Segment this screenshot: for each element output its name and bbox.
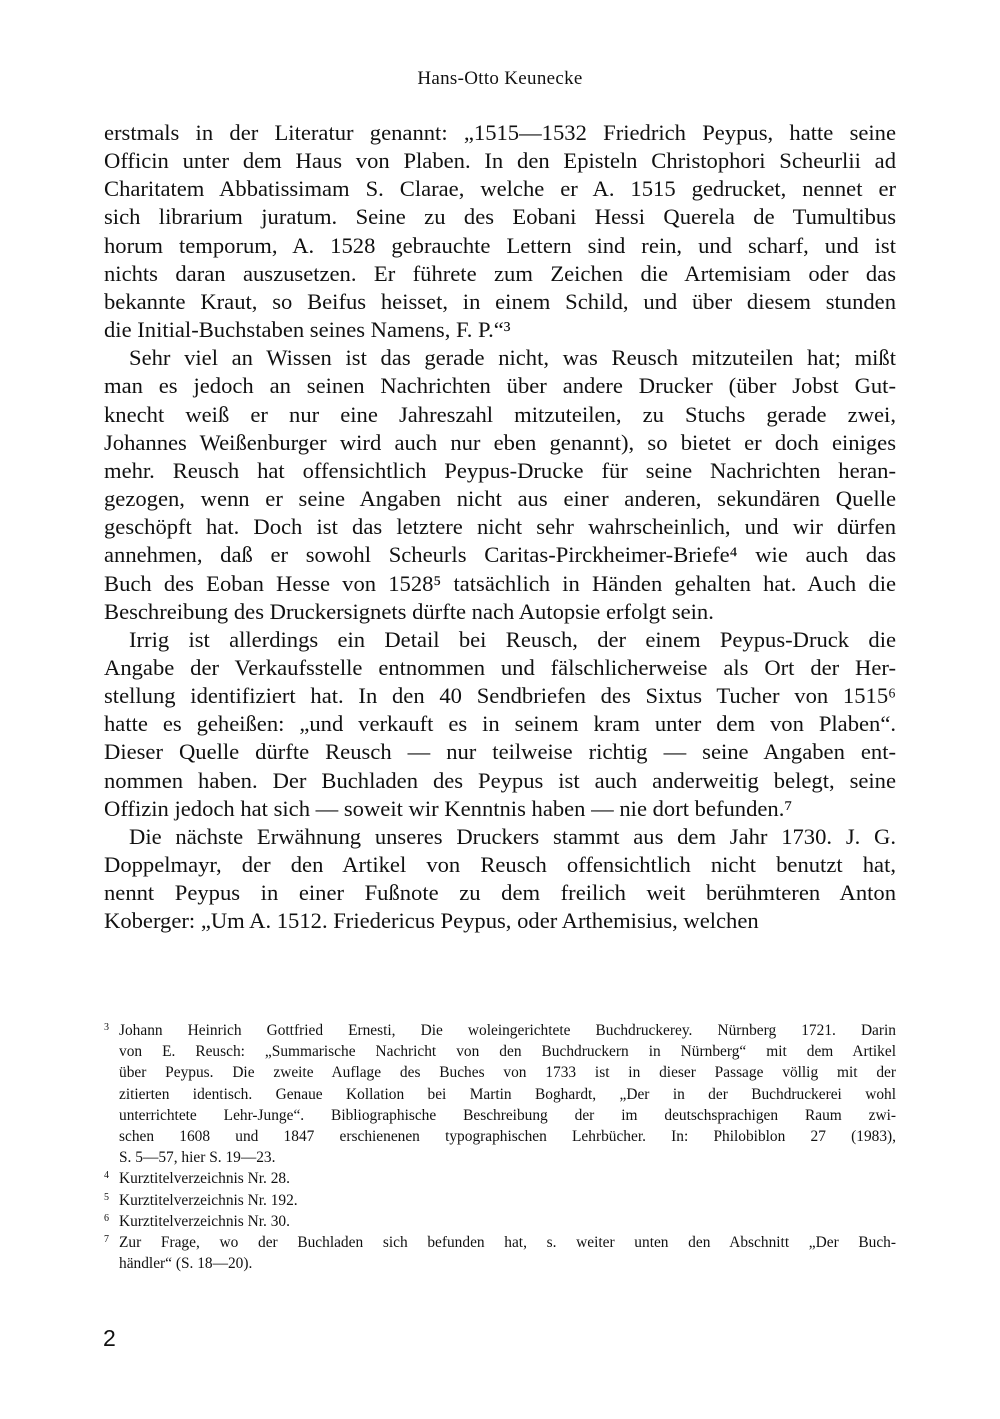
footnote-line: Johann Heinrich Gottfried Ernesti, Die woleingerichtete Buchdruckerey. Nürnberg 1721. Darin bbox=[119, 1022, 896, 1039]
text-line: Koberger: „Um A. 1512. Friedericus Peypus, oder Arthemisius, welchen bbox=[104, 908, 759, 934]
text-line: Dieser Quelle dürfte Reusch — nur teilweise richtig — seine Angaben ent- bbox=[104, 739, 896, 765]
footnote-number: 6 bbox=[104, 1212, 109, 1224]
footnote-line: unterrichtete Lehr-Junge“. Bibliographische Beschreibung der im deutschsprachigen Raum zwi- bbox=[119, 1106, 896, 1124]
footnote-number: 4 bbox=[104, 1170, 109, 1182]
text-line: Sehr viel an Wissen ist das gerade nicht, was Reusch mitzuteilen hat; mißt bbox=[129, 345, 896, 371]
text-line: nennt Peypus in einer Fußnote zu dem freilich weit berühmteren Anton bbox=[104, 880, 896, 906]
text-line: man es jedoch an seinen Nachrichten über andere Drucker (über Jobst Gut- bbox=[104, 373, 896, 399]
footnote-line: Kurztitelverzeichnis Nr. 28. bbox=[119, 1170, 290, 1188]
text-line: gezogen, wenn er seine Angaben nicht aus einer anderen, sekundären Quelle bbox=[104, 486, 896, 512]
footnote-line: von E. Reusch: „Summarische Nachricht von den Buchdruckern in Nürnberg“ mit dem Artikel bbox=[119, 1043, 896, 1061]
page-number: 2 bbox=[103, 1325, 116, 1351]
text-line: nichts daran auszusetzen. Er führete zum Zeichen die Artemisiam oder das bbox=[104, 260, 896, 286]
text-line: Angabe der Verkaufsstelle entnommen und fälschlicherweise als Ort der Her- bbox=[104, 654, 896, 680]
running-head: Hans-Otto Keunecke bbox=[417, 68, 583, 89]
text-line: bekannte Kraut, so Beifus heisset, in einem Schild, und über diesem stunden bbox=[104, 288, 896, 314]
text-line: sich librarium juratum. Seine zu des Eobani Hessi Querela de Tumultibus bbox=[104, 204, 896, 230]
footnote bbox=[104, 1168, 896, 1189]
text-line: Offizin jedoch hat sich — soweit wir Kenntnis haben — nie dort befunden.⁷ bbox=[104, 795, 793, 821]
paragraph bbox=[104, 626, 896, 823]
footnote-line: Zur Frage, wo der Buchladen sich befunden hat, s. weiter unten den Abschnitt „Der Buch- bbox=[119, 1234, 896, 1252]
footnote bbox=[104, 1211, 896, 1232]
footnote-number: 5 bbox=[104, 1191, 109, 1203]
text-line: die Initial-Buchstaben seines Namens, F. P.“³ bbox=[104, 317, 511, 343]
body-text bbox=[104, 119, 896, 936]
footnote-number: 7 bbox=[104, 1234, 109, 1246]
text-line: Beschreibung des Druckersignets dürfte nach Autopsie erfolgt sein. bbox=[104, 598, 714, 624]
text-line: erstmals in der Literatur genannt: „1515—1532 Friedrich Peypus, hatte seine bbox=[104, 120, 896, 145]
footnote-line: über Peypus. Die zweite Auflage des Buches von 1733 ist in dieser Passage völlig mit der bbox=[119, 1064, 896, 1082]
text-line: Charitatem Abbatissimam S. Clarae, welche er A. 1515 gedrucket, nennet er bbox=[104, 176, 896, 202]
footnote bbox=[104, 1020, 896, 1168]
text-line: hatte es geheißen: „und verkauft es in seinem kram unter dem von Plaben“. bbox=[104, 711, 896, 737]
footnote bbox=[104, 1232, 896, 1274]
footnote-line: S. 5—57, hier S. 19—23. bbox=[119, 1149, 276, 1167]
text-line: knecht weiß er nur eine Jahreszahl mitzuteilen, zu Stuchs gerade zwei, bbox=[104, 401, 896, 427]
text-line: geschöpft hat. Doch ist das letztere nicht sehr wahrscheinlich, und wir dürfen bbox=[104, 514, 896, 540]
footnote-line: zitierten identisch. Genaue Kollation bei Martin Boghardt, „Der in der Buchdruckerei wohl bbox=[119, 1085, 896, 1103]
text-line: horum temporum, A. 1528 gebrauchte Lettern sind rein, und scharf, und ist bbox=[104, 232, 896, 258]
text-line: Officin unter dem Haus von Plaben. In den Episteln Christophori Scheurlii ad bbox=[104, 148, 896, 174]
text-line: annehmen, daß er sowohl Scheurls Caritas-Pirckheimer-Briefe⁴ wie auch das bbox=[104, 542, 896, 568]
text-line: stellung identifiziert hat. In den 40 Sendbriefen des Sixtus Tucher von 1515⁶ bbox=[104, 683, 896, 709]
text-line: Johannes Weißenburger wird auch nur eben genannt), so bietet er doch einiges bbox=[104, 429, 896, 455]
footnote-line: schen 1608 und 1847 erschienenen typographischen Lehrbücher. In: Philobiblon 27 (1983), bbox=[119, 1128, 896, 1146]
footnote-number: 3 bbox=[104, 1022, 109, 1033]
paragraph bbox=[104, 119, 896, 344]
footnotes bbox=[104, 1020, 896, 1274]
paragraph bbox=[104, 823, 896, 936]
footnote bbox=[104, 1190, 896, 1211]
text-line: Buch des Eoban Hesse von 1528⁵ tatsächlich in Händen gehalten hat. Auch die bbox=[104, 570, 896, 596]
footnote-line: Kurztitelverzeichnis Nr. 30. bbox=[119, 1212, 290, 1230]
paragraph bbox=[104, 344, 896, 626]
text-line: Die nächste Erwähnung unseres Druckers stammt aus dem Jahr 1730. J. G. bbox=[129, 823, 896, 849]
footnote-line: Kurztitelverzeichnis Nr. 192. bbox=[119, 1191, 298, 1209]
footnote-line: händler“ (S. 18—20). bbox=[119, 1255, 253, 1273]
text-line: nommen haben. Der Buchladen des Peypus ist auch anderweitig belegt, seine bbox=[104, 767, 896, 793]
text-line: mehr. Reusch hat offensichtlich Peypus-Drucke für seine Nachrichten heran- bbox=[104, 457, 896, 483]
text-line: Doppelmayr, der den Artikel von Reusch offensichtlich nicht benutzt hat, bbox=[104, 852, 896, 878]
text-line: Irrig ist allerdings ein Detail bei Reusch, der einem Peypus-Druck die bbox=[129, 626, 896, 652]
